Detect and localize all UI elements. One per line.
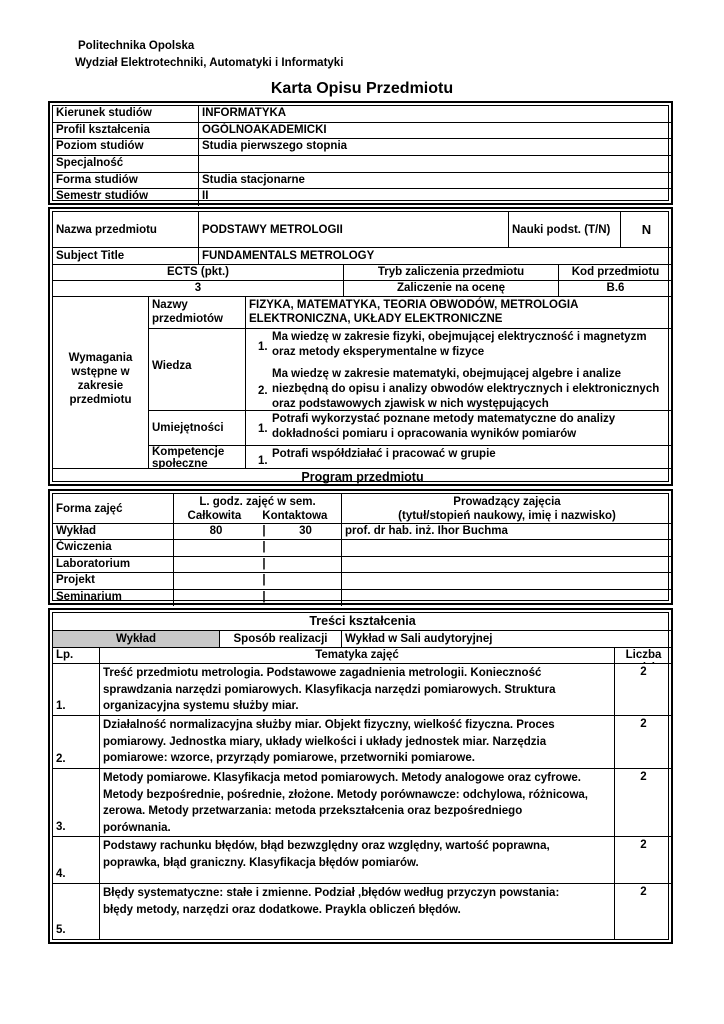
topic-number: 4. [53,837,100,884]
social-no-1: 1. [258,455,268,467]
university-name: Politechnika Opolska [78,40,195,52]
page-title: Karta Opisu Przedmiotu [270,80,454,97]
class-teacher [342,573,672,590]
content-form: Wykład [53,631,220,648]
program-title: Program przedmiotu [301,470,424,484]
topic-hours: 2 [640,886,647,898]
teacher-header [342,494,672,524]
ects-value: 3 [53,281,344,297]
class-form: Projekt [53,573,174,590]
class-teacher: prof. dr hab. inż. Ihor Buchma [342,524,672,540]
topic-hours: 2 [615,664,672,716]
class-form: Ćwiczenia [53,540,174,557]
skills-label: Umiejętności [149,411,246,446]
skills-text-1: Potrafi wykorzystać poznane metody matematyczne do analizy dokładności pomiaru i opracowania wyników pomiarów [272,413,616,440]
class-total-hours [174,540,258,557]
study-info-label: Kierunek studiów [53,106,199,123]
method-value: Wykład w Sali audytoryjnej [342,631,672,648]
contact-label: Kontaktowa [262,510,328,522]
no-label: Lp. [53,648,100,664]
class-separator: | [262,591,266,603]
prereq-names-label: Nazwy przedmiotów [149,297,246,329]
topic-number: 2. [53,716,100,769]
hours-label: L. godz. zajęć w sem. [199,496,316,508]
topic-text: Metody pomiarowe. Klasyfikacja metod pomiarowych. Metody analogowe oraz cyfrowe. Metody bezpośrednie, pośrednie, złożone. Metody porównawcze: odchylowa, różnicowa, zerowa. Metody przetwarzania: metoda przekształcenia oraz bezpośredniego porównania. [100,769,615,837]
teacher-sublabel: (tytuł/stopień naukowy, imię i nazwisko) [398,510,616,522]
topic-hours: 2 [615,716,672,769]
hours-header [174,494,342,524]
class-separator: | [258,573,270,590]
topic-text: Podstawy rachunku błędów, błąd bezwzględny oraz względny, wartość poprawna, poprawka, błąd graniczny. Klasyfikacja błędów pomiarów. [100,837,615,884]
course-code-value: B.6 [559,281,672,297]
topic-text: Działalność normalizacyjna służby miar. Objekt fizyczny, wielkość fizyczna. Proces pomiarowy. Jednostka miary, układy wielkości i układy jednostek miar. Narzędzia pomiarowe: wzorce, przyrządy pomiarowe, przetworniki pomiarowe. [100,716,615,769]
prereq-names-value: FIZYKA, MATEMATYKA, TEORIA OBWODÓW, METROLOGIA ELEKTRONICZNA, UKŁADY ELEKTRONICZNE [246,297,672,329]
class-separator: | [258,540,270,557]
credit-mode-label: Tryb zaliczenia przedmiotu [344,265,559,281]
social-list [246,446,672,469]
knowledge-text-2: Ma wiedzę w zakresie matematyki, obejmującej algebre i analize niezbędną do opisu i analizy obwodów elektrycznych i elektronicznych oraz podstawowych zjawisk w nich występujących [272,368,660,410]
study-info-label: Semestr studiów [53,189,199,206]
knowledge-label: Wiedza [149,329,246,411]
topic-label: Tematyka zajęć [100,648,615,664]
form-label: Forma zajęć [53,494,174,524]
class-contact-hours [270,540,342,557]
study-info-value: II [202,190,209,202]
credit-mode-value: Zaliczenie na ocenę [344,281,559,297]
method-label: Sposób realizacji [220,631,342,648]
topic-number: 3. [53,769,100,837]
class-total-hours [174,573,258,590]
social-text-1: Potrafi współdziałać i pracować w grupie [272,448,496,460]
topic-number: 5. [53,884,100,940]
class-contact-hours [270,557,342,573]
social-label: Kompetencje społeczne [149,446,246,469]
knowledge-list [246,329,672,411]
topic-text: Błędy systematyczne: stałe i zmienne. Podział ,błędów według przyczyn powstania: błędy metody, narzędzi oraz dodatkowe. Prayklа obliczeń błędów. [100,884,615,940]
skills-list [246,411,672,446]
study-info-label: Poziom studiów [53,139,199,156]
faculty-name: Wydział Elektrotechniki, Automatyki i Informatyki [75,57,344,69]
hours-sublabels [177,509,338,523]
teacher-label: Prowadzący zajęcia [453,496,561,508]
total-label: Całkowita [187,510,242,522]
subject-title-value: FUNDAMENTALS METROLOGY [199,248,672,265]
class-separator: | [258,524,270,540]
class-total-hours: 80 [174,524,258,540]
study-info-value [199,156,672,173]
basic-sciences-label: Nauki podst. (T/N) [509,212,621,248]
classes-block [48,489,673,605]
basic-sciences-value: N [621,212,672,248]
study-info-label: Specjalność [53,156,199,173]
topic-hours: 2 [615,837,672,884]
class-contact-hours [270,590,342,606]
study-info-label: Profil kształcenia [53,123,199,139]
topic-number: 1. [53,664,100,716]
study-info-value: INFORMATYKA [199,106,672,123]
class-separator: | [258,557,270,573]
class-contact-hours [270,573,342,590]
subject-block [48,207,673,486]
skills-no-1: 1. [258,423,268,435]
study-info-value: Studia stacjonarne [199,173,672,189]
content-block [48,608,673,944]
class-form: Laboratorium [53,557,174,573]
study-info-value: OGÓLNOAKADEMICKI [199,123,672,139]
course-code-label: Kod przedmiotu [559,265,672,281]
topic-text: Treść przedmiotu metrologia. Podstawowe zagadnienia metrologii. Konieczność sprawdzania narzędzi pomiarowych. Klasyfikacja narzędzi pomiarowych. Struktura organizacyjna systemu służby miar. [100,664,615,716]
subject-name-label: Nazwa przedmiotu [53,212,199,248]
ects-label: ECTS (pkt.) [53,265,344,281]
class-teacher [342,557,672,573]
class-teacher [342,590,672,606]
content-title: Treści kształcenia [53,613,672,631]
study-info-value: Studia pierwszego stopnia [199,139,672,156]
topic-hours: 2 [615,769,672,837]
subject-title-label: Subject Title [53,248,199,265]
knowledge-text-1: Ma wiedzę w zakresie fizyki, obejmującej elektryczność i magnetyzm oraz metody eksperymentalne w fizyce [272,331,647,358]
study-info-block [48,101,673,205]
class-teacher [342,540,672,557]
class-form: Wykład [53,524,174,540]
class-total-hours [174,557,258,573]
knowledge-no-2: 2. [258,385,268,397]
class-total-hours [174,590,258,606]
prerequisites-label: Wymagania wstępne w zakresie przedmiotu [53,297,149,469]
subject-name-value: PODSTAWY METROLOGII [199,212,509,248]
class-form: Seminarium [53,590,174,606]
class-contact-hours: 30 [270,524,342,540]
hours-col-label: Liczba [615,648,672,664]
study-info-label: Forma studiów [53,173,199,189]
knowledge-no-1: 1. [258,341,268,353]
